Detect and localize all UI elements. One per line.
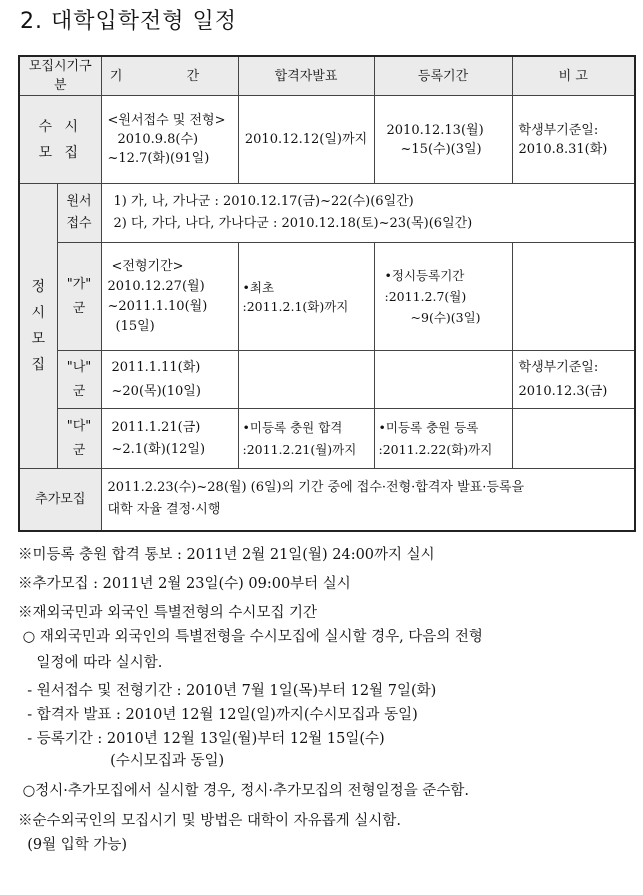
apply-period: 1) 가, 나, 가나군 : 2010.12.17(금)~22(수)(6일간) 2) 다, 가다, 나다, 가나다군 : 2010.12.18(토)~23(목)(6일간)	[101, 184, 635, 243]
da-registration: •미등록 충원 등록 :2011.2.22(화)까지	[374, 409, 512, 469]
extra-period: 2011.2.23(수)~28(월) (6일)의 기간 중에 접수·전형·합격자 발표·등록을 대학 자율 결정·시행	[101, 469, 635, 531]
header-remarks: 비 고	[512, 56, 635, 96]
susi-label: 수 시 모 집	[19, 96, 101, 184]
ga-period: <전형기간> 2010.12.27(월) ~2011.1.10(월) (15일)	[101, 243, 238, 351]
table-row-jeongsi-apply	[19, 184, 635, 243]
da-remarks	[512, 409, 635, 469]
table-row-extra	[19, 469, 635, 531]
header-category: 모집시기구분	[19, 56, 101, 96]
extra-label: 추가모집	[19, 469, 101, 531]
note-line: - 등록기간 : 2010년 12월 13일(월)부터 12월 15일(수)	[18, 731, 385, 747]
na-period: 2011.1.11(화) ~20(목)(10일)	[101, 351, 238, 409]
apply-label: 원서 접수	[57, 184, 101, 243]
na-registration	[374, 351, 512, 409]
ga-remarks	[512, 243, 635, 351]
table-row-da-group	[19, 409, 635, 469]
note-line: - 합격자 발표 : 2010년 12월 12일(일)까지(수시모집과 동일)	[18, 707, 418, 723]
susi-period: <원서접수 및 전형> 2010.9.8(수) ~12.7(화)(91일)	[101, 96, 238, 184]
note-line: (9월 입학 가능)	[18, 837, 128, 853]
ga-announcement: •최초 :2011.2.1(화)까지	[238, 243, 374, 351]
table-header-row	[19, 56, 635, 96]
na-announcement	[238, 351, 374, 409]
note-line: ○정시·추가모집에서 실시할 경우, 정시·추가모집의 전형일정을 준수함.	[18, 783, 469, 799]
admission-schedule-table	[18, 55, 636, 532]
table-row-ga-group	[19, 243, 635, 351]
ga-group-label: "가" 군	[57, 243, 101, 351]
note-line: ※재외국민과 외국인 특별전형의 수시모집 기간	[18, 605, 318, 621]
notes-section	[18, 545, 638, 855]
note-line: ○ 재외국민과 외국인의 특별전형을 수시모집에 실시할 경우, 다음의 전형	[18, 629, 483, 645]
da-period: 2011.1.21(금) ~2.1(화)(12일)	[101, 409, 238, 469]
note-line: - 원서접수 및 전형기간 : 2010년 7월 1일(목)부터 12월 7일(화)	[18, 683, 437, 699]
susi-registration: 2010.12.13(월) ~15(수)(3일)	[374, 96, 512, 184]
jeongsi-label: 정 시 모 집	[19, 184, 57, 469]
ga-registration: •정시등록기간 :2011.2.7(월) ~9(수)(3일)	[374, 243, 512, 351]
table-row-na-group	[19, 351, 635, 409]
note-line: 일정에 따라 실시함.	[18, 655, 163, 671]
da-group-label: "다" 군	[57, 409, 101, 469]
da-announcement: •미등록 충원 합격 :2011.2.21(월)까지	[238, 409, 374, 469]
note-line: ※미등록 충원 합격 통보 : 2011년 2월 21일(월) 24:00까지 실시	[18, 547, 435, 563]
header-period: 기 간	[101, 56, 238, 96]
note-line: (수시모집과 동일)	[18, 753, 225, 769]
header-announcement: 합격자발표	[238, 56, 374, 96]
note-line: ※추가모집 : 2011년 2월 23일(수) 09:00부터 실시	[18, 576, 351, 592]
table-row-susi	[19, 96, 635, 184]
na-remarks: 학생부기준일: 2010.12.3(금)	[512, 351, 635, 409]
na-group-label: "나" 군	[57, 351, 101, 409]
note-line: ※순수외국인의 모집시기 및 방법은 대학이 자유롭게 실시함.	[18, 813, 401, 829]
page-title: 2. 대학입학전형 일정	[20, 9, 237, 34]
header-registration: 등록기간	[374, 56, 512, 96]
susi-remarks: 학생부기준일: 2010.8.31(화)	[512, 96, 635, 184]
susi-announcement: 2010.12.12(일)까지	[238, 96, 374, 184]
